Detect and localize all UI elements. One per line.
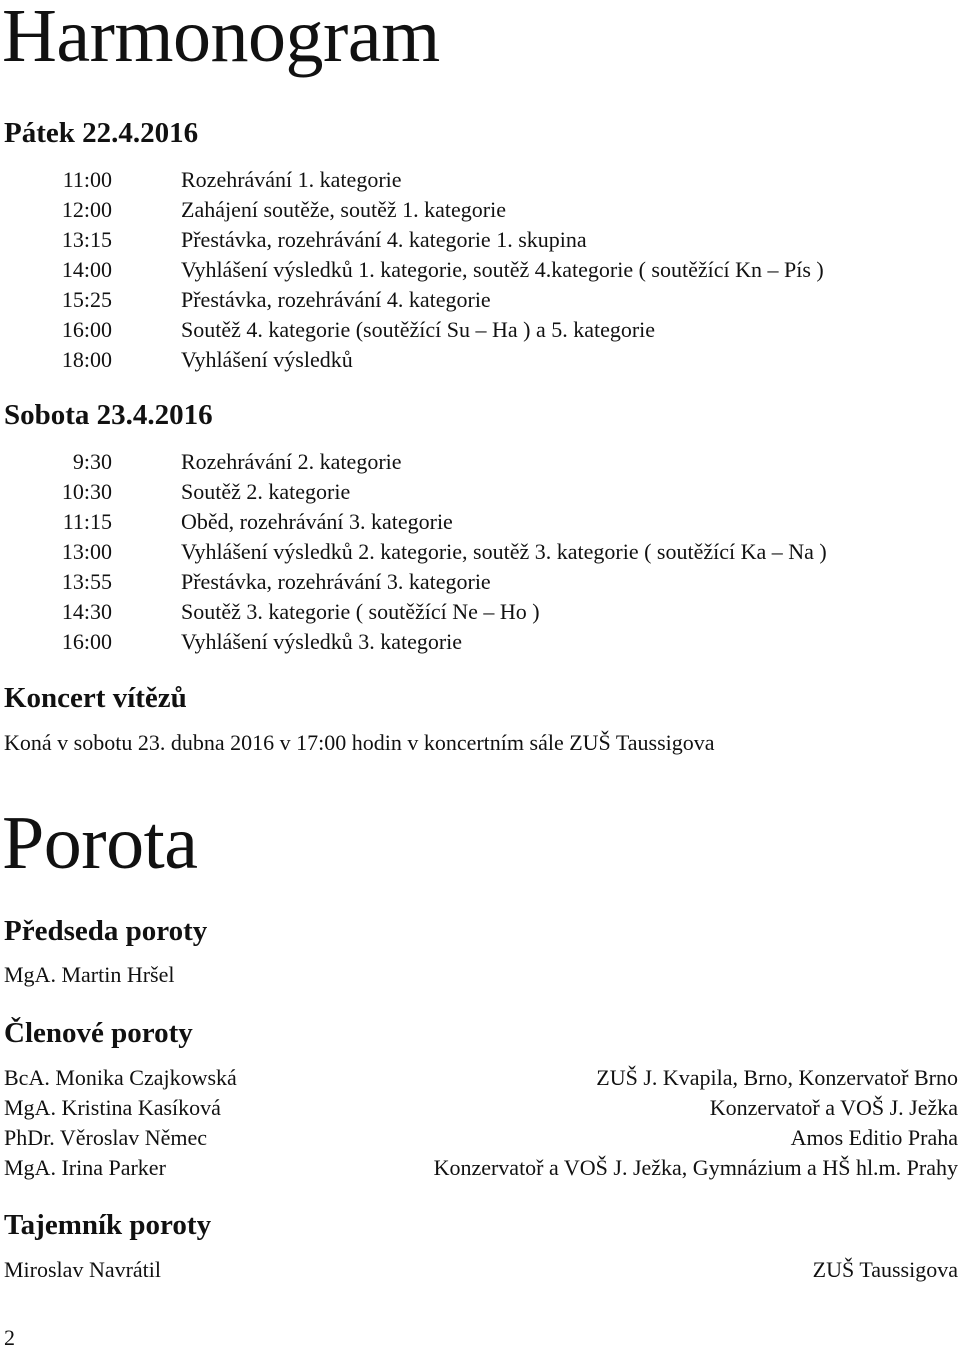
concert-heading: Koncert vítězů [4,682,187,714]
schedule-event: Vyhlášení výsledků 1. kategorie, soutěž 4.kategorie ( soutěžící Kn – Pís ) [181,257,824,282]
member-institution: Konzervatoř a VOŠ J. Ježka, Gymnázium a HŠ hl.m. Prahy [433,1155,958,1180]
jury-secretary-heading: Tajemník poroty [4,1209,212,1241]
schedule-event: Zahájení soutěže, soutěž 1. kategorie [181,197,506,222]
schedule-time: 13:15 [61,227,112,252]
schedule-time: 12:00 [61,197,112,222]
page-number: 2 [4,1325,15,1350]
jury-title: Porota [2,801,198,885]
jury-chair-name: MgA. Martin Hršel [4,962,175,987]
schedule-event: Vyhlášení výsledků 3. kategorie [181,629,463,654]
schedule-time: 15:25 [61,287,112,312]
schedule-time: 13:55 [61,569,112,594]
schedule-event: Rozehrávání 1. kategorie [181,167,402,192]
schedule-event: Soutěž 2. kategorie [181,479,351,504]
schedule-time: 16:00 [61,629,112,654]
member-name: MgA. Irina Parker [4,1155,166,1180]
schedule-event: Vyhlášení výsledků [181,347,353,372]
member-institution: Konzervatoř a VOŠ J. Ježka [709,1095,958,1120]
jury-chair-heading: Předseda poroty [4,915,208,947]
schedule-event: Soutěž 3. kategorie ( soutěžící Ne – Ho ) [181,599,540,624]
schedule-time: 9:30 [72,449,112,474]
concert-text: Koná v sobotu 23. dubna 2016 v 17:00 hodin v koncertním sále ZUŠ Taussigova [4,730,715,755]
schedule-time: 16:00 [61,317,112,342]
schedule-event: Rozehrávání 2. kategorie [181,449,402,474]
schedule-event: Soutěž 4. kategorie (soutěžící Su – Ha ) a 5. kategorie [181,317,656,342]
member-institution: ZUŠ J. Kvapila, Brno, Konzervatoř Brno [596,1065,958,1090]
jury-members-heading: Členové poroty [4,1017,193,1049]
secretary-name: Miroslav Navrátil [4,1257,162,1282]
friday-heading: Pátek 22.4.2016 [4,117,199,149]
member-name: PhDr. Věroslav Němec [4,1125,208,1150]
schedule-time: 14:00 [61,257,112,282]
schedule-event: Přestávka, rozehrávání 4. kategorie 1. skupina [181,227,587,252]
member-name: MgA. Kristina Kasíková [4,1095,221,1120]
member-institution: Amos Editio Praha [790,1125,958,1150]
schedule-event: Přestávka, rozehrávání 3. kategorie [181,569,491,594]
schedule-event: Vyhlášení výsledků 2. kategorie, soutěž 3. kategorie ( soutěžící Ka – Na ) [181,539,827,564]
schedule-time: 13:00 [61,539,112,564]
member-name: BcA. Monika Czajkowská [4,1065,237,1090]
secretary-institution: ZUŠ Taussigova [812,1257,958,1282]
schedule-event: Přestávka, rozehrávání 4. kategorie [181,287,491,312]
schedule-event: Oběd, rozehrávání 3. kategorie [181,509,453,534]
schedule-time: 14:30 [61,599,112,624]
schedule-time: 11:15 [62,509,112,534]
schedule-time: 11:00 [62,167,112,192]
page-title: Harmonogram [2,0,440,78]
saturday-heading: Sobota 23.4.2016 [4,399,213,431]
schedule-time: 10:30 [61,479,112,504]
schedule-time: 18:00 [61,347,112,372]
